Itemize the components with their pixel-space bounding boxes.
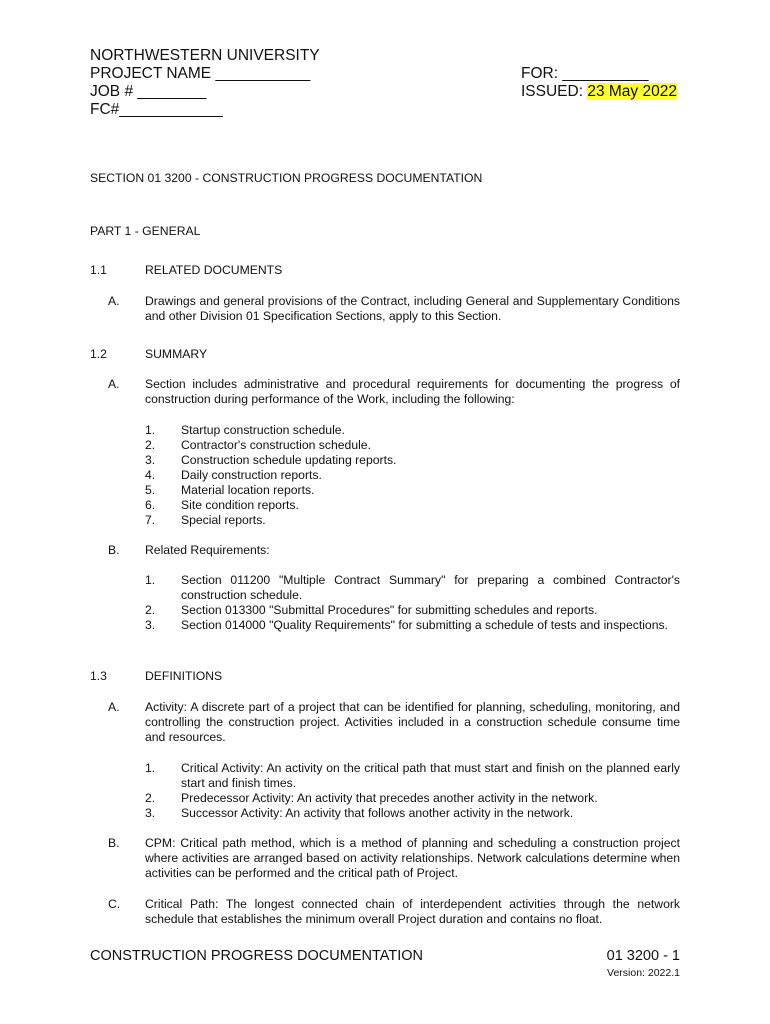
paragraph-text: Section includes administrative and procedural requirements for documenting the progress of construction during performance of the Work, including the following: (145, 377, 680, 406)
list-item: Predecessor Activity: An activity that precedes another activity in the network. (181, 791, 598, 805)
for-line: FOR: __________ (521, 65, 649, 82)
list-item: Special reports. (181, 513, 266, 527)
job-number-line: JOB # ________ (90, 83, 207, 100)
list-number: 2. (145, 438, 156, 452)
paragraph-letter: B. (108, 836, 120, 850)
list-item: Critical Activity: An activity on the critical path that must start and finish on the planned early start and finish times. (181, 761, 680, 790)
list-number: 4. (145, 468, 156, 482)
paragraph-letter: A. (108, 377, 120, 391)
list-number: 3. (145, 453, 156, 467)
paragraph-letter: B. (108, 543, 120, 557)
list-item: Successor Activity: An activity that follows another activity in the network. (181, 806, 574, 820)
list-item: Startup construction schedule. (181, 423, 345, 437)
article-title: SUMMARY (145, 347, 208, 361)
list-item: Material location reports. (181, 483, 315, 497)
article-title: DEFINITIONS (145, 669, 223, 683)
list-number: 3. (145, 806, 156, 820)
paragraph-text: Critical Path: The longest connected chain of interdependent activities through the network schedule that establishes the minimum overall Project duration and contains no float. (145, 897, 680, 926)
paragraph-text: Drawings and general provisions of the Contract, including General and Supplementary Conditions and other Division 01 Specification Sections, apply to this Section. (145, 294, 680, 323)
list-item: Site condition reports. (181, 498, 299, 512)
article-number: 1.2 (90, 347, 107, 361)
issued-date: 23 May 2022 (587, 83, 677, 100)
list-item: Daily construction reports. (181, 468, 322, 482)
list-number: 2. (145, 791, 156, 805)
article-number: 1.3 (90, 669, 107, 683)
paragraph-letter: A. (108, 294, 120, 308)
issued-line (521, 83, 677, 101)
list-number: 6. (145, 498, 156, 512)
list-number: 1. (145, 423, 156, 437)
section-title: SECTION 01 3200 - CONSTRUCTION PROGRESS DOCUMENTATION (90, 171, 483, 185)
list-number: 2. (145, 603, 156, 617)
list-number: 7. (145, 513, 156, 527)
university-name: NORTHWESTERN UNIVERSITY (90, 47, 320, 64)
article-number: 1.1 (90, 263, 107, 277)
list-number: 5. (145, 483, 156, 497)
paragraph-text: CPM: Critical path method, which is a method of planning and scheduling a construction project where activities are arranged based on activity relationships. Network calculations determine when activities can be performed and the critical path of Project. (145, 836, 680, 880)
list-number: 1. (145, 573, 156, 587)
paragraph-text: Related Requirements: (145, 543, 270, 557)
paragraph-letter: A. (108, 700, 120, 714)
list-item: Contractor's construction schedule. (181, 438, 371, 452)
paragraph-letter: C. (108, 897, 121, 911)
footer-version: Version: 2022.1 (607, 967, 680, 979)
project-name-line: PROJECT NAME ___________ (90, 65, 311, 82)
list-item: Section 014000 "Quality Requirements" for submitting a schedule of tests and inspections. (181, 618, 668, 632)
paragraph-text: Activity: A discrete part of a project that can be identified for planning, scheduling, monitoring, and controlling the construction project. Activities included in a construction schedule consume time and resources. (145, 700, 680, 744)
footer-title: CONSTRUCTION PROGRESS DOCUMENTATION (90, 948, 423, 964)
issued-label: ISSUED: (521, 83, 588, 100)
list-number: 3. (145, 618, 156, 632)
fc-number-line: FC#____________ (90, 101, 223, 118)
list-item: Section 011200 "Multiple Contract Summary" for preparing a combined Contractor's construction schedule. (181, 573, 680, 602)
part-heading: PART 1 - GENERAL (90, 224, 201, 238)
list-item: Section 013300 "Submittal Procedures" for submitting schedules and reports. (181, 603, 598, 617)
footer-page-number: 01 3200 - 1 (606, 948, 680, 964)
article-title: RELATED DOCUMENTS (145, 263, 283, 277)
list-item: Construction schedule updating reports. (181, 453, 397, 467)
list-number: 1. (145, 761, 156, 775)
